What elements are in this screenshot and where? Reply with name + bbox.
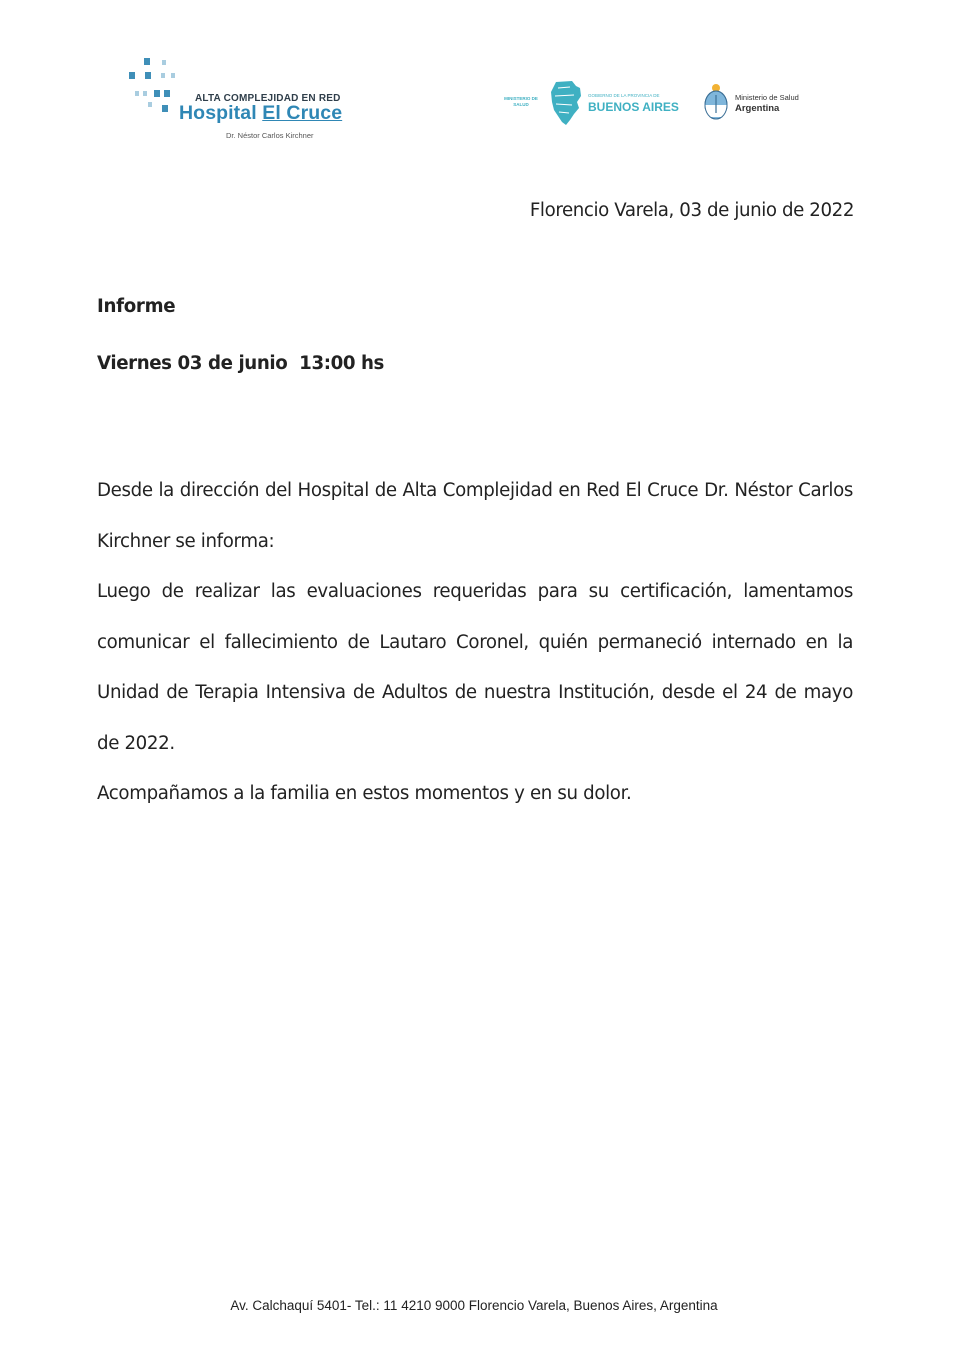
footer-address: Av. Calchaquí 5401- Tel.: 11 4210 9000 Florencio Varela, Buenos Aires, Argentina xyxy=(230,1298,718,1313)
hospital-logo-subtitle: Dr. Néstor Carlos Kirchner xyxy=(226,131,314,140)
hospital-el-cruce-logo xyxy=(126,56,366,146)
document-date: Florencio Varela, 03 de junio de 2022 xyxy=(529,200,854,221)
document-title: Informe xyxy=(97,296,176,317)
letterhead xyxy=(0,0,970,160)
body-paragraph: Acompañamos a la familia en estos momentos y en su dolor. xyxy=(97,783,632,804)
hospital-logo-name-underlined: El Cruce xyxy=(262,102,343,124)
hospital-logo-name xyxy=(179,102,342,125)
argentina-coat-of-arms-icon xyxy=(703,83,729,121)
document-body xyxy=(97,466,853,820)
province-ministry-label: MINISTERIO DE SALUD xyxy=(504,96,538,107)
province-name-label: BUENOS AIRES xyxy=(588,100,679,114)
document-subtitle: Viernes 03 de junio 13:00 hs xyxy=(97,353,384,374)
national-country-label: Argentina xyxy=(735,103,780,114)
province-government-label: GOBIERNO DE LA PROVINCIA DE xyxy=(588,93,660,98)
buenos-aires-map-icon xyxy=(550,80,582,126)
ministerio-salud-argentina-logo xyxy=(703,83,813,123)
body-paragraph: Luego de realizar las evaluaciones requeridas para su certificación, lamentamos comunicar el fallecimiento de Lautaro Coronel, quién permaneció internado en la Unidad de Terapia Intensiva de Adultos de nuestra Institución, desde el 24 de mayo de 2022. xyxy=(97,581,853,754)
body-paragraph: Desde la dirección del Hospital de Alta Complejidad en Red El Cruce Dr. Néstor Carlos Kirchner se informa: xyxy=(97,480,853,552)
hospital-logo-tagline: ALTA COMPLEJIDAD EN RED xyxy=(195,93,341,104)
hospital-logo-name-prefix: Hospital xyxy=(179,102,263,124)
hospital-logo-squares-icon xyxy=(126,56,186,116)
buenos-aires-province-logo xyxy=(498,80,683,130)
national-ministry-label: Ministerio de Salud xyxy=(735,93,799,102)
